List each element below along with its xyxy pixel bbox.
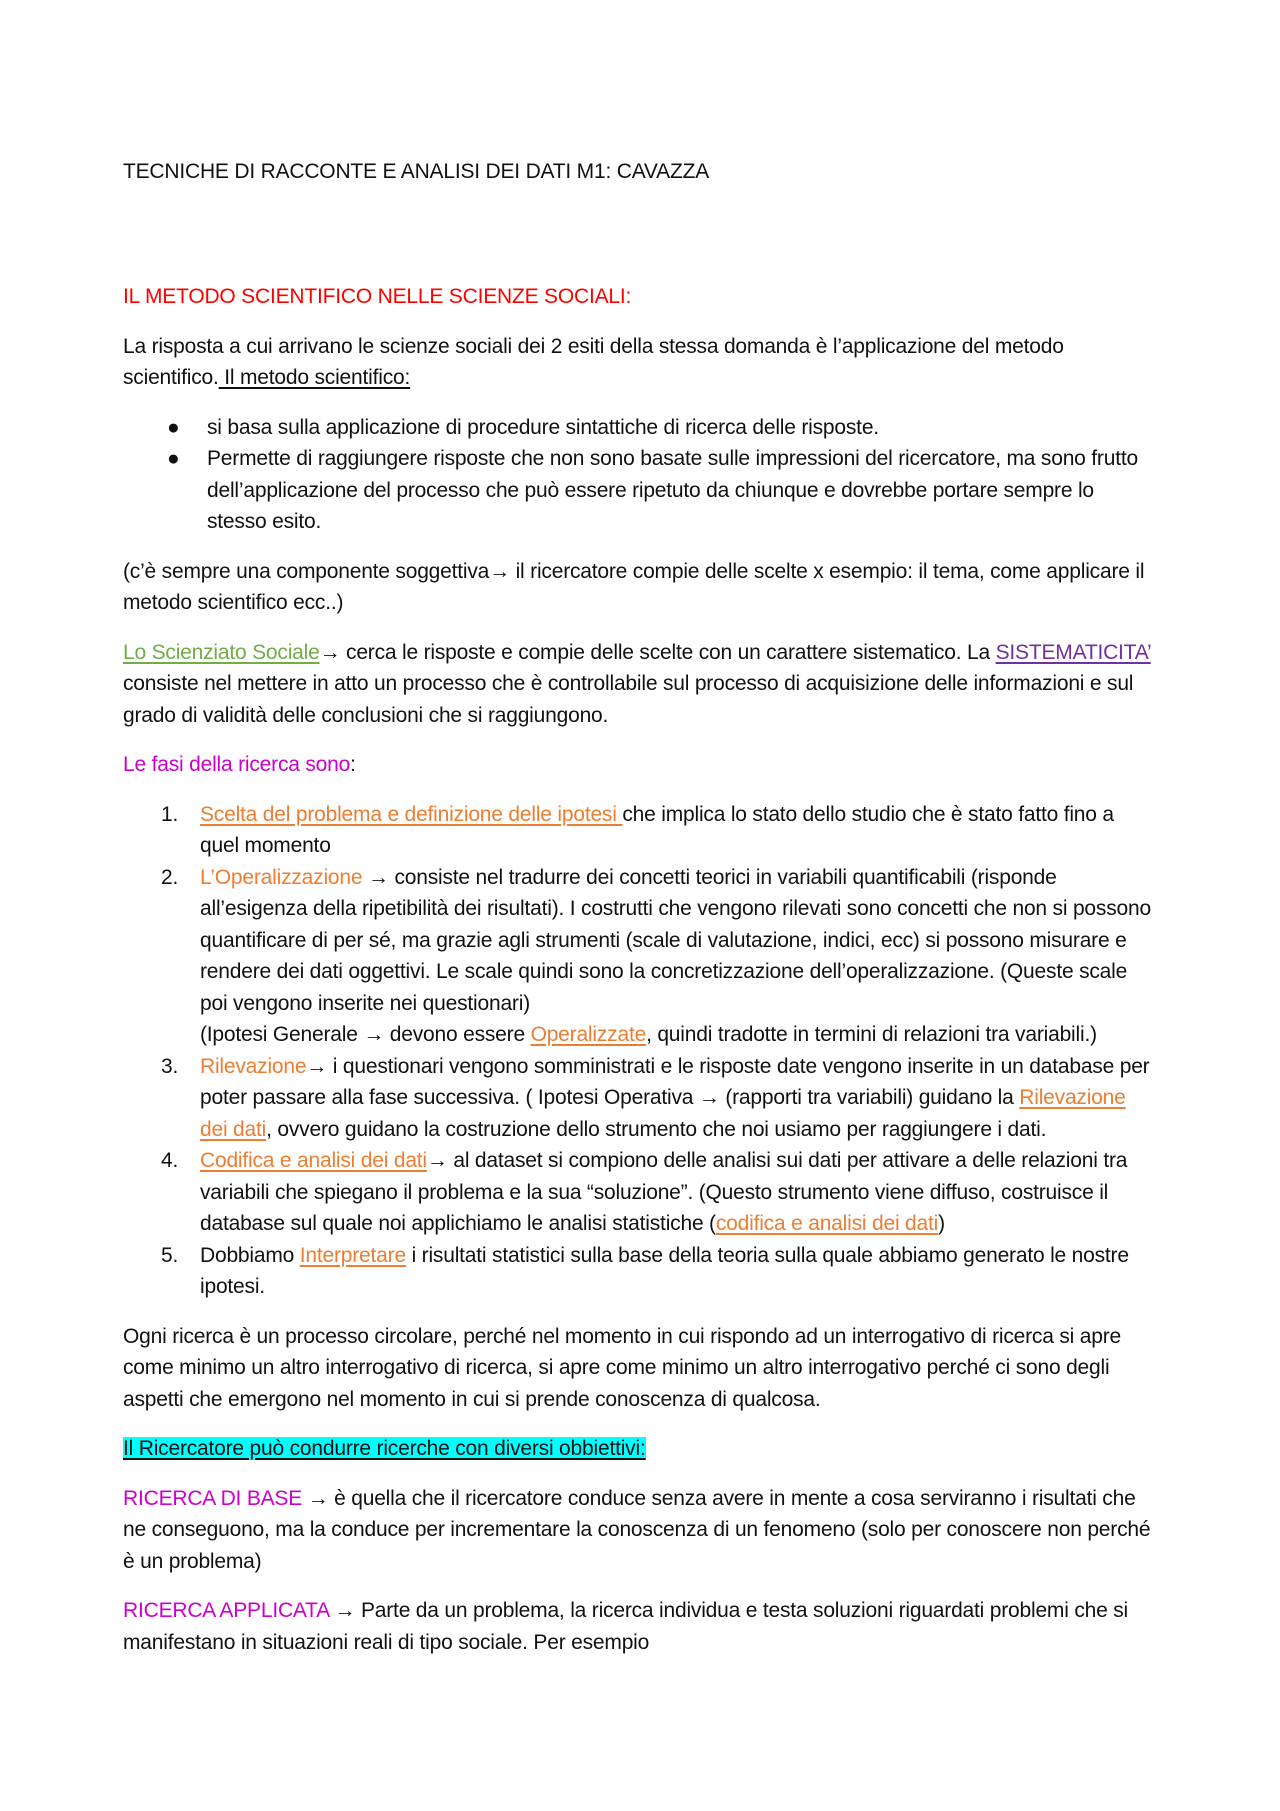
circolare-paragraph: Ogni ricerca è un processo circolare, perché nel momento in cui rispondo ad un interrogativo di ricerca si apre come minimo un altro interrogativo di ricerca, si apre come minimo un altro interrogativo perché ci sono degli aspetti che emergono nel momento in cui si prende conoscenza di qualcosa. bbox=[123, 1324, 1121, 1411]
step-term2: codifica e analisi dei dati bbox=[715, 1212, 939, 1235]
step-number: 2. bbox=[161, 865, 179, 889]
scienziato-paragraph bbox=[123, 637, 1156, 732]
scienziato-text2: consiste nel mettere in atto un processo che è controllabile sul processo di acquisizione delle informazioni e sul grado di validità delle conclusioni che si raggiungono. bbox=[123, 672, 1134, 727]
bullet-text: si basa sulla applicazione di procedure sintattiche di ricerca delle risposte. bbox=[207, 415, 879, 439]
step-text: che implica lo stato dello studio che è stato fatto fino a quel momento bbox=[200, 802, 1114, 857]
note-paragraph: (c’è sempre una componente soggettiva→ il ricercatore compie delle scelte x esempio: il tema, come applicare il metodo scientifico ecc..) bbox=[123, 559, 1145, 614]
obiettivi-heading bbox=[123, 1433, 1156, 1465]
steps-list bbox=[123, 799, 1156, 1303]
ricerca-applicata-text: → Parte da un problema, la ricerca individua e testa soluzioni riguardati problemi che si manifestano in situazioni reali di tipo sociale. Per esempio bbox=[123, 1599, 1128, 1654]
ricerca-base-paragraph bbox=[123, 1483, 1156, 1578]
intro-underlined: Il metodo scientifico: bbox=[218, 366, 411, 389]
step-number: 1. bbox=[161, 802, 179, 826]
bullet-text: Permette di raggiungere risposte che non sono basate sulle impressioni del ricercatore, ma sono frutto dell’applicazione del processo che può essere ripetuto da chiunque e dovrebbe portare sempre lo stesso esito. bbox=[207, 447, 1138, 533]
intro-text: La risposta a cui arrivano le scienze sociali dei 2 esiti della stessa domanda è l’applicazione del metodo scientifico. bbox=[123, 334, 1064, 389]
step-text: → i questionari vengono somministrati e le risposte date vengono inserite in un database per poter passare alla fase successiva. ( Ipotesi Operativa → (rapporti tra variabili) guidano la bbox=[200, 1054, 1150, 1109]
obiettivi-heading-label: Il Ricercatore può condurre ricerche con diversi obbiettivi bbox=[123, 1437, 640, 1460]
section-heading: IL METODO SCIENTIFICO NELLE SCIENZE SOCIALI: bbox=[123, 285, 632, 308]
step-term: L’Operalizzazione bbox=[200, 865, 363, 889]
list-item bbox=[123, 443, 1156, 538]
obiettivi-heading-suffix: : bbox=[639, 1437, 646, 1460]
fasi-heading-suffix: : bbox=[350, 753, 356, 776]
step-term: Scelta del problema e definizione delle ipotesi bbox=[200, 802, 623, 826]
step-item-3 bbox=[123, 1051, 1156, 1146]
step-item-2 bbox=[123, 862, 1156, 1051]
step-line2-a: (Ipotesi Generale → devono essere bbox=[200, 1023, 531, 1046]
ricerca-applicata-paragraph bbox=[123, 1595, 1156, 1658]
step-text-pre: Dobbiamo bbox=[200, 1243, 300, 1267]
step-term2: Rilevazione dei dati bbox=[200, 1086, 1126, 1141]
obiettivi-heading-text bbox=[123, 1437, 646, 1460]
intro-paragraph bbox=[123, 331, 1156, 394]
step-item-5 bbox=[123, 1240, 1156, 1303]
step-number: 4. bbox=[161, 1149, 179, 1172]
step-text2: ) bbox=[938, 1212, 945, 1235]
fasi-heading bbox=[123, 749, 1156, 781]
step-line2-b: , quindi tradotte in termini di relazioni tra variabili.) bbox=[646, 1023, 1097, 1046]
step-text2: , ovvero guidano la costruzione dello strumento che noi usiamo per raggiungere i dati. bbox=[266, 1117, 1047, 1141]
step-text: → al dataset si compiono delle analisi sui dati per attivare a delle relazioni tra variabili che spiegano il problema e la sua “soluzione”. (Questo strumento viene diffuso, costruisce il database sul quale noi applichiamo le analisi statistiche ( bbox=[200, 1149, 1128, 1235]
step-term: Codifica e analisi dei dati bbox=[200, 1149, 427, 1172]
fasi-heading-text: Le fasi della ricerca sono bbox=[123, 753, 351, 776]
ricerca-applicata-term: RICERCA APPLICATA bbox=[123, 1599, 329, 1622]
bullet-icon: ● bbox=[167, 415, 180, 439]
ricerca-base-term: RICERCA DI BASE bbox=[123, 1486, 303, 1510]
scienziato-term: Lo Scienziato Sociale bbox=[123, 640, 320, 664]
step-number: 3. bbox=[161, 1054, 179, 1078]
scienziato-text1: → cerca le risposte e compie delle scelte con un carattere sistematico. La bbox=[319, 640, 996, 664]
bullet-icon: ● bbox=[167, 447, 180, 470]
step-line2-term: Operalizzate bbox=[530, 1023, 647, 1046]
document-title: TECNICHE DI RACCONTE E ANALISI DEI DATI M1: CAVAZZA bbox=[123, 160, 710, 183]
bullet-list bbox=[123, 412, 1156, 538]
step-term: Interpretare bbox=[299, 1243, 406, 1267]
step-number: 5. bbox=[161, 1243, 179, 1267]
ricerca-base-text: → è quella che il ricercatore conduce senza avere in mente a cosa serviranno i risultati che ne conseguono, ma la conduce per incrementare la conoscenza di un fenomeno (solo per conoscere non perché è un problema) bbox=[123, 1486, 1151, 1573]
step-term: Rilevazione bbox=[200, 1054, 307, 1078]
sistematicita-term: SISTEMATICITA’ bbox=[995, 640, 1151, 664]
step-item-1 bbox=[123, 799, 1156, 862]
step-item-4 bbox=[123, 1145, 1156, 1240]
step-text: i risultati statistici sulla base della teoria sulla quale abbiamo generato le nostre ipotesi. bbox=[200, 1243, 1129, 1298]
list-item bbox=[123, 412, 1156, 444]
step-text: → consiste nel tradurre dei concetti teorici in variabili quantificabili (risponde all’esigenza della ripetibilità dei risultati). I costrutti che vengono rilevati sono concetti che non si possono quantificare di per sé, ma grazie agli strumenti (scale di valutazione, indici, ecc) si possono misurare e rendere dei dati oggettivi. Le scale quindi sono la concretizzazione dell’operalizzazione. (Queste scale poi vengono inserite nei questionari) bbox=[200, 865, 1151, 1015]
